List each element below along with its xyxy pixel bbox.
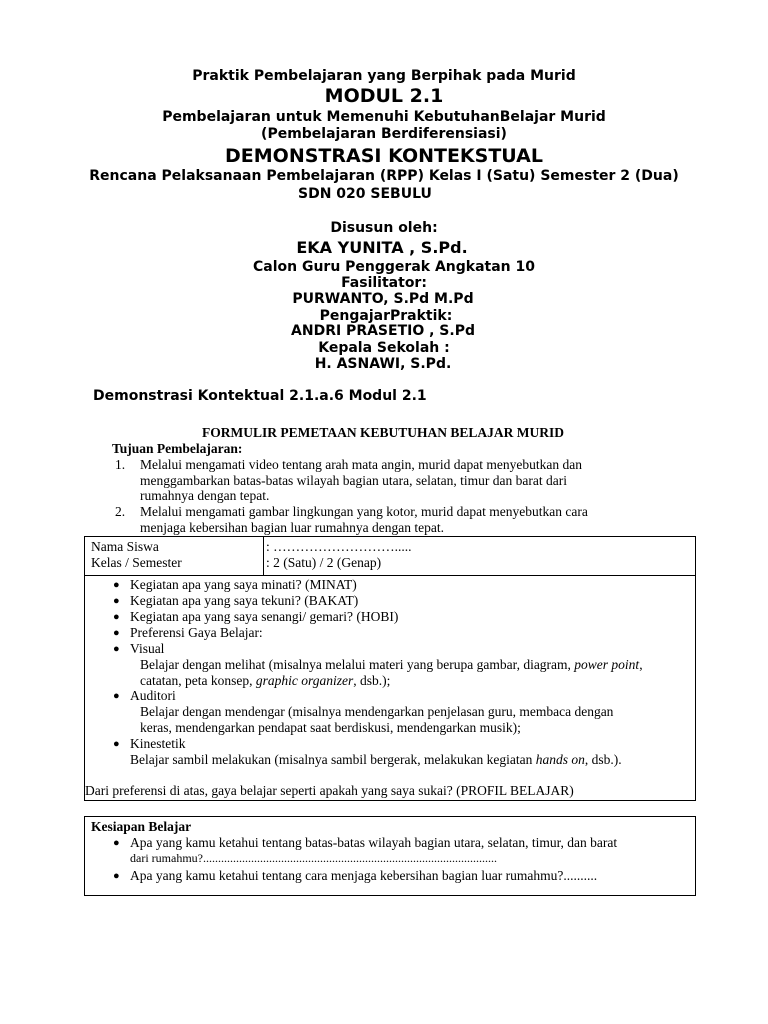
facilitator-label: Fasilitator:	[341, 275, 427, 291]
objective-1-line-1: Melalui mengamati video tentang arah mata angin, murid dapat menyebutkan dan	[140, 457, 582, 472]
principal-name: H. ASNAWI, S.Pd.	[314, 356, 452, 372]
class-semester-label: Kelas / Semester	[91, 555, 182, 570]
objective-1-line-3: rumahnya dengan tepat.	[140, 488, 270, 503]
bullet-icon: ●	[113, 870, 120, 882]
interest-question: Kegiatan apa yang saya minati? (MINAT)	[130, 577, 357, 592]
section-title: Demonstrasi Kontektual 2.1.a.6 Modul 2.1	[93, 388, 427, 404]
objective-2-line-1: Melalui mengamati gambar lingkungan yang kotor, murid dapat menyebutkan cara	[140, 504, 588, 519]
readiness-question-1-line-1: Apa yang kamu ketahui tentang batas-batas wilayah bagian utara, selatan, timur, dan barat	[130, 835, 618, 850]
visual-label: Visual	[130, 641, 165, 656]
student-name-field[interactable]: : ……………………….....	[266, 539, 412, 554]
kinesthetic-description: Belajar sambil melakukan (misalnya sambil bergerak, melakukan kegiatan hands on, dsb.).	[130, 752, 622, 767]
objective-number: 2.	[115, 504, 126, 519]
bullet-icon: ●	[113, 611, 120, 623]
bullet-icon: ●	[113, 595, 120, 607]
student-name-label: Nama Siswa	[91, 539, 159, 554]
instructor-name: ANDRI PRASETIO , S.Pd	[291, 323, 475, 339]
objectives-label: Tujuan Pembelajaran:	[112, 441, 243, 456]
learning-style-question: Preferensi Gaya Belajar:	[130, 625, 263, 640]
auditory-description-line-1: Belajar dengan mendengar (misalnya mendengarkan penjelasan guru, membaca dengan	[140, 704, 614, 719]
readiness-label: Kesiapan Belajar	[91, 819, 192, 834]
module-subtitle-2: (Pembelajaran Berdiferensiasi)	[261, 126, 507, 142]
objective-number: 1.	[115, 457, 126, 472]
author-name: EKA YUNITA , S.Pd.	[296, 238, 468, 257]
auditory-label: Auditori	[130, 688, 176, 703]
facilitator-name: PURWANTO, S.Pd M.Pd	[292, 291, 474, 307]
page-title: DEMONSTRASI KONTEKSTUAL	[225, 145, 543, 167]
compiled-by-label: Disusun oleh:	[330, 220, 438, 236]
school-name: SDN 020 SEBULU	[298, 186, 432, 202]
kinesthetic-label: Kinestetik	[130, 736, 186, 751]
module-title: MODUL 2.1	[324, 85, 444, 107]
readiness-question-2: Apa yang kamu ketahui tentang cara menjaga kebersihan bagian luar rumahmu?..........	[130, 868, 598, 883]
objective-2-line-2: menjaga kebersihan bagian luar rumahnya dengan tepat.	[140, 520, 445, 535]
hobby-question: Kegiatan apa yang saya senangi/ gemari? (HOBI)	[130, 609, 399, 624]
bullet-icon: ●	[113, 579, 120, 591]
bullet-icon: ●	[113, 643, 120, 655]
rpp-line: Rencana Pelaksanaan Pembelajaran (RPP) Kelas I (Satu) Semester 2 (Dua)	[89, 168, 679, 184]
author-role: Calon Guru Penggerak Angkatan 10	[252, 259, 536, 275]
talent-question: Kegiatan apa yang saya tekuni? (BAKAT)	[130, 593, 359, 608]
bullet-icon: ●	[113, 690, 120, 702]
module-subtitle: Pembelajaran untuk Memenuhi KebutuhanBelajar Murid	[162, 109, 606, 125]
table-divider	[263, 537, 264, 575]
learning-profile-question: Dari preferensi di atas, gaya belajar seperti apakah yang saya sukai? (PROFIL BELAJAR)	[85, 783, 574, 798]
instructor-label: PengajarPraktik:	[319, 308, 453, 324]
visual-description-line-2: catatan, peta konsep, graphic organizer, dsb.);	[140, 673, 391, 688]
bullet-icon: ●	[113, 837, 120, 849]
bullet-icon: ●	[113, 627, 120, 639]
auditory-description-line-2: keras, mendengarkan pendapat saat berdiskusi, mendengarkan musik);	[140, 720, 521, 735]
course-line: Praktik Pembelajaran yang Berpihak pada Murid	[192, 68, 576, 84]
objective-1-line-2: menggambarkan batas-batas wilayah bagian utara, selatan, timur dan barat dari	[140, 473, 567, 488]
principal-label: Kepala Sekolah :	[318, 340, 450, 356]
class-semester-value: : 2 (Satu) / 2 (Genap)	[266, 555, 382, 570]
bullet-icon: ●	[113, 738, 120, 750]
visual-description-line-1: Belajar dengan melihat (misalnya melalui materi yang berupa gambar, diagram, power point,	[140, 657, 643, 672]
readiness-question-1-line-2: dari rumahmu?..................................................................................................	[130, 851, 497, 865]
form-title: FORMULIR PEMETAAN KEBUTUHAN BELAJAR MURID	[201, 425, 564, 440]
